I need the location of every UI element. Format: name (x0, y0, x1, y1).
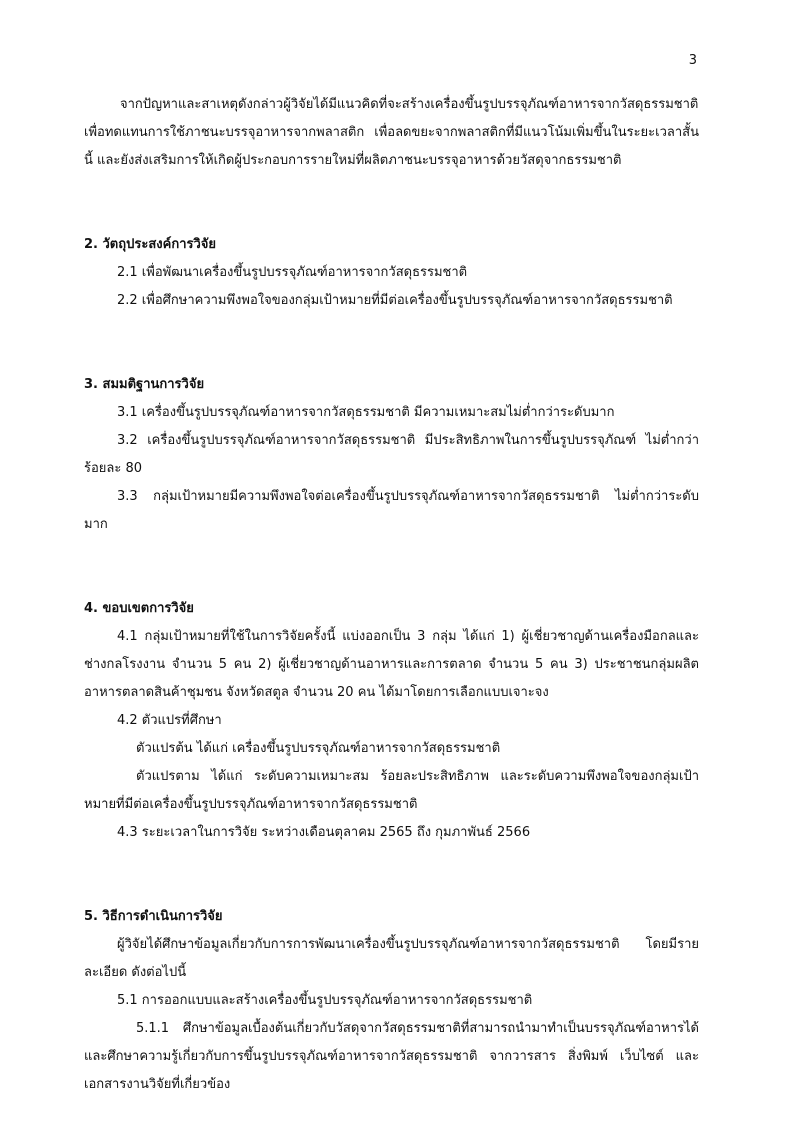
scope-item-4-2: 4.2 ตัวแปรที่ศึกษา (117, 713, 222, 728)
objectives-heading: 2. วัตถุประสงค์การวิจัย (84, 237, 217, 252)
dependent-variable: ตัวแปรตาม ได้แก่ ระดับความเหมาะสม ร้อยละประสิทธิภาพ และระดับความพึงพอใจของกลุ่มเป้าหมายที่มีต่อเครื่องขึ้นรูปบรรจุภัณฑ์อาหารจากวัสดุธรรมชาติ (84, 769, 699, 812)
hypotheses-heading: 3. สมมติฐานการวิจัย (84, 377, 205, 392)
hypothesis-item-3-2: 3.2 เครื่องขึ้นรูปบรรจุภัณฑ์อาหารจากวัสดุธรรมชาติ มีประสิทธิภาพในการขึ้นรูปบรรจุภัณฑ์ ไม่ต่ำกว่าร้อยละ 80 (84, 433, 699, 476)
method-item-5-1: 5.1 การออกแบบและสร้างเครื่องขึ้นรูปบรรจุภัณฑ์อาหารจากวัสดุธรรมชาติ (117, 993, 533, 1008)
section-gap (84, 315, 699, 343)
scope-item-4-1: 4.1 กลุ่มเป้าหมายที่ใช้ในการวิจัยครั้งนี้ แบ่งออกเป็น 3 กลุ่ม ได้แก่ 1) ผู้เชี่ยวชาญด้านเครื่องมือกลและช่างกลโรงงาน จำนวน 5 คน 2) ผู้เชี่ยวชาญด้านอาหารและการตลาด จำนวน 5 คน 3) ประชาชนกลุ่มผลิตอาหารตลาดสินค้าชุมชน จังหวัดสตูล จำนวน 20 คน ได้มาโดยการเลือกแบบเจาะจง (84, 629, 699, 700)
section-gap (84, 175, 699, 203)
method-item-5-1-1: 5.1.1 ศึกษาข้อมูลเบื้องต้นเกี่ยวกับวัสดุจากวัสดุธรรมชาติที่สามารถนำมาทำเป็นบรรจุภัณฑ์อาหารได้และศึกษาความรู้เกี่ยวกับการขึ้นรูปบรรจุภัณฑ์อาหารจากวัสดุธรรมชาติ จากวารสาร สิ่งพิมพ์ เว็บไซต์ และเอกสารงานวิจัยที่เกี่ยวข้อง (84, 1021, 699, 1092)
section-gap (84, 847, 699, 875)
hypothesis-item-3-3: 3.3 กลุ่มเป้าหมายมีความพึงพอใจต่อเครื่องขึ้นรูปบรรจุภัณฑ์อาหารจากวัสดุธรรมชาติ ไม่ต่ำกว่าระดับมาก (84, 489, 699, 532)
page-number: 3 (688, 53, 697, 68)
section-gap (84, 539, 699, 567)
independent-variable: ตัวแปรต้น ได้แก่ เครื่องขึ้นรูปบรรจุภัณฑ์อาหารจากวัสดุธรรมชาติ (136, 741, 501, 756)
intro-paragraph: จากปัญหาและสาเหตุดังกล่าวผู้วิจัยได้มีแนวคิดที่จะสร้างเครื่องขึ้นรูปบรรจุภัณฑ์อาหารจากวัสดุธรรมชาติ เพื่อทดแทนการใช้ภาชนะบรรจุอาหารจากพลาสติก เพื่อลดขยะจากพลาสติกที่มีแนวโน้มเพิ่มขึ้นในระยะเวลาสั้นนี้ และยังส่งเสริมการให้เกิดผู้ประกอบการรายใหม่ที่ผลิตภาชนะบรรจุอาหารด้วยวัสดุจากธรรมชาติ (84, 97, 699, 168)
scope-heading: 4. ขอบเขตการวิจัย (84, 601, 194, 616)
hypothesis-item-3-1: 3.1 เครื่องขึ้นรูปบรรจุภัณฑ์อาหารจากวัสดุธรรมชาติ มีความเหมาะสมไม่ต่ำกว่าระดับมาก (117, 405, 615, 420)
scope-item-4-3: 4.3 ระยะเวลาในการวิจัย ระหว่างเดือนตุลาคม 2565 ถึง กุมภาพันธ์ 2566 (117, 825, 531, 840)
method-intro: ผู้วิจัยได้ศึกษาข้อมูลเกี่ยวกับการการพัฒนาเครื่องขึ้นรูปบรรจุภัณฑ์อาหารจากวัสดุธรรมชาติ โดยมีรายละเอียด ดังต่อไปนี้ (84, 937, 699, 980)
objective-item-2-1: 2.1 เพื่อพัฒนาเครื่องขึ้นรูปบรรจุภัณฑ์อาหารจากวัสดุธรรมชาติ (117, 265, 468, 280)
objective-item-2-2: 2.2 เพื่อศึกษาความพึงพอใจของกลุ่มเป้าหมายที่มีต่อเครื่องขึ้นรูปบรรจุภัณฑ์อาหารจากวัสดุธรรมชาติ (117, 293, 673, 308)
document-body (84, 91, 699, 1099)
method-heading: 5. วิธีการดำเนินการวิจัย (84, 909, 223, 924)
